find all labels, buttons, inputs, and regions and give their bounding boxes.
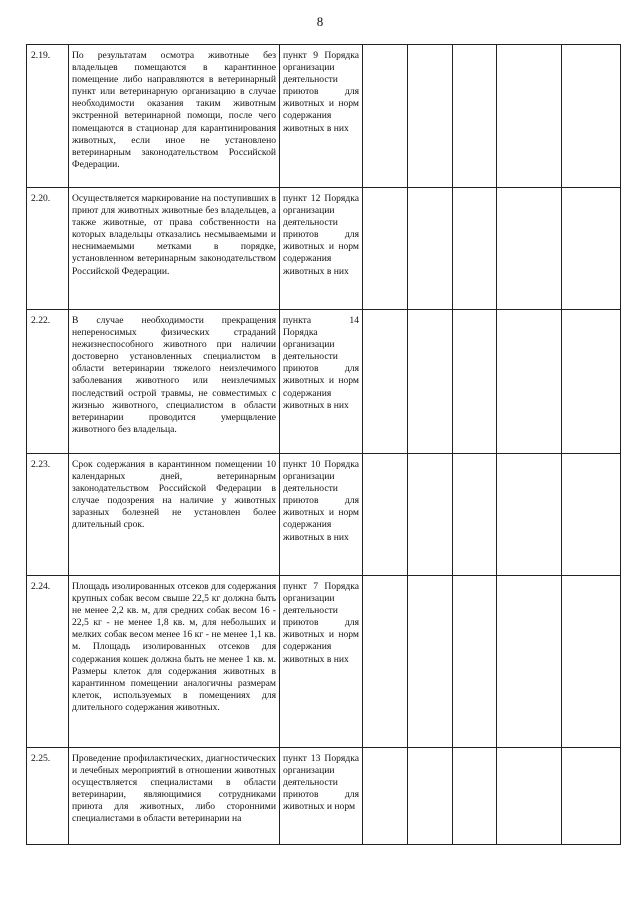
answer-cell-no[interactable]	[408, 748, 453, 845]
table-row	[27, 45, 621, 188]
table-row	[27, 188, 621, 310]
answer-cell-notes[interactable]	[562, 188, 621, 310]
page-number: 8	[316, 14, 324, 29]
answer-cell-na[interactable]	[453, 45, 497, 188]
row-number: 2.25.	[27, 748, 69, 845]
row-number: 2.23.	[27, 454, 69, 576]
legal-reference: пункт 13 Порядка организации деятельности приютов для животных и норм	[280, 748, 363, 845]
answer-cell-na[interactable]	[453, 748, 497, 845]
answer-cell-no[interactable]	[408, 576, 453, 748]
requirement-text: Срок содержания в карантинном помещении 10 календарных дней, ветеринарным законодательством Российской Федерации в случае подозрения на наличие у животных заразных болезней не установлен более длительный срок.	[69, 454, 280, 576]
answer-cell-extra[interactable]	[497, 454, 562, 576]
legal-reference: пункт 9 Порядка организации деятельности приютов для животных и норм содержания животных в них	[280, 45, 363, 188]
row-number: 2.22.	[27, 310, 69, 454]
answer-cell-no[interactable]	[408, 310, 453, 454]
answer-cell-notes[interactable]	[562, 310, 621, 454]
answer-cell-extra[interactable]	[497, 45, 562, 188]
row-number: 2.20.	[27, 188, 69, 310]
answer-cell-na[interactable]	[453, 188, 497, 310]
answer-cell-no[interactable]	[408, 188, 453, 310]
legal-reference: пункт 10 Порядка организации деятельности приютов для животных и норм содержания животных в них	[280, 454, 363, 576]
answer-cell-extra[interactable]	[497, 748, 562, 845]
answer-cell-extra[interactable]	[497, 576, 562, 748]
answer-cell-na[interactable]	[453, 454, 497, 576]
answer-cell-notes[interactable]	[562, 45, 621, 188]
answer-cell-yes[interactable]	[363, 310, 408, 454]
answer-cell-yes[interactable]	[363, 188, 408, 310]
table-row	[27, 454, 621, 576]
answer-cell-yes[interactable]	[363, 576, 408, 748]
requirement-text: Проведение профилактических, диагностических и лечебных мероприятий в отношении животных осуществляется специалистами в области ветеринарии, являющимися сотрудниками приюта для животных, либо сторонними специалистами в области ветеринарии на	[69, 748, 280, 845]
requirement-text: Осуществляется маркирование на поступивших в приют для животных животные без владельцев, а также животные, от права собственности на которых владельцы отказались несмываемыми и неснимаемыми метками в порядке, установленном ветеринарным законодательством Российской Федерации.	[69, 188, 280, 310]
requirements-table	[26, 44, 621, 845]
row-number: 2.19.	[27, 45, 69, 188]
table-row	[27, 310, 621, 454]
legal-reference: пункта 14 Порядка организации деятельности приютов для животных и норм содержания животных в них	[280, 310, 363, 454]
answer-cell-na[interactable]	[453, 310, 497, 454]
answer-cell-yes[interactable]	[363, 748, 408, 845]
answer-cell-extra[interactable]	[497, 310, 562, 454]
table-row	[27, 748, 621, 845]
row-number: 2.24.	[27, 576, 69, 748]
table-row	[27, 576, 621, 748]
answer-cell-extra[interactable]	[497, 188, 562, 310]
answer-cell-notes[interactable]	[562, 748, 621, 845]
requirement-text: По результатам осмотра животные без владельцев помещаются в карантинное помещение либо направляются в ветеринарный пункт или ветеринарную организацию в случае необходимости оказания таким животным экстренной ветеринарной помощи, после чего помещаются в стационар для карантинирования животных, если иное не установлено ветеринарным законодательством Российской Федерации.	[69, 45, 280, 188]
requirement-text: Площадь изолированных отсеков для содержания крупных собак весом свыше 22,5 кг должна быть не менее 2,2 кв. м, для средних собак весом 16 - 22,5 кг - не менее 1,8 кв. м, для небольших и мелких собак весом менее 16 кг - не менее 1,1 кв. м. Площадь изолированных отсеков для содержания кошек должна быть не менее 1 кв. м. Размеры клеток для содержания животных в карантинном помещении аналогичны размерам клеток, используемых в помещениях для длительного содержания животных.	[69, 576, 280, 748]
answer-cell-na[interactable]	[453, 576, 497, 748]
legal-reference: пункт 7 Порядка организации деятельности приютов для животных и норм содержания животных в них	[280, 576, 363, 748]
answer-cell-yes[interactable]	[363, 454, 408, 576]
answer-cell-no[interactable]	[408, 45, 453, 188]
requirement-text: В случае необходимости прекращения непереносимых физических страданий нежизнеспособного животного при наличии достоверно установленных специалистом в области ветеринарии тяжелого неизлечимого заболевания животного или неизлечимых последствий острой травмы, не совместимых с жизнью животного, специалистом в области ветеринарии проводится умерщвление животного без владельца.	[69, 310, 280, 454]
answer-cell-notes[interactable]	[562, 576, 621, 748]
answer-cell-no[interactable]	[408, 454, 453, 576]
answer-cell-notes[interactable]	[562, 454, 621, 576]
answer-cell-yes[interactable]	[363, 45, 408, 188]
legal-reference: пункт 12 Порядка организации деятельности приютов для животных и норм содержания животных в них	[280, 188, 363, 310]
